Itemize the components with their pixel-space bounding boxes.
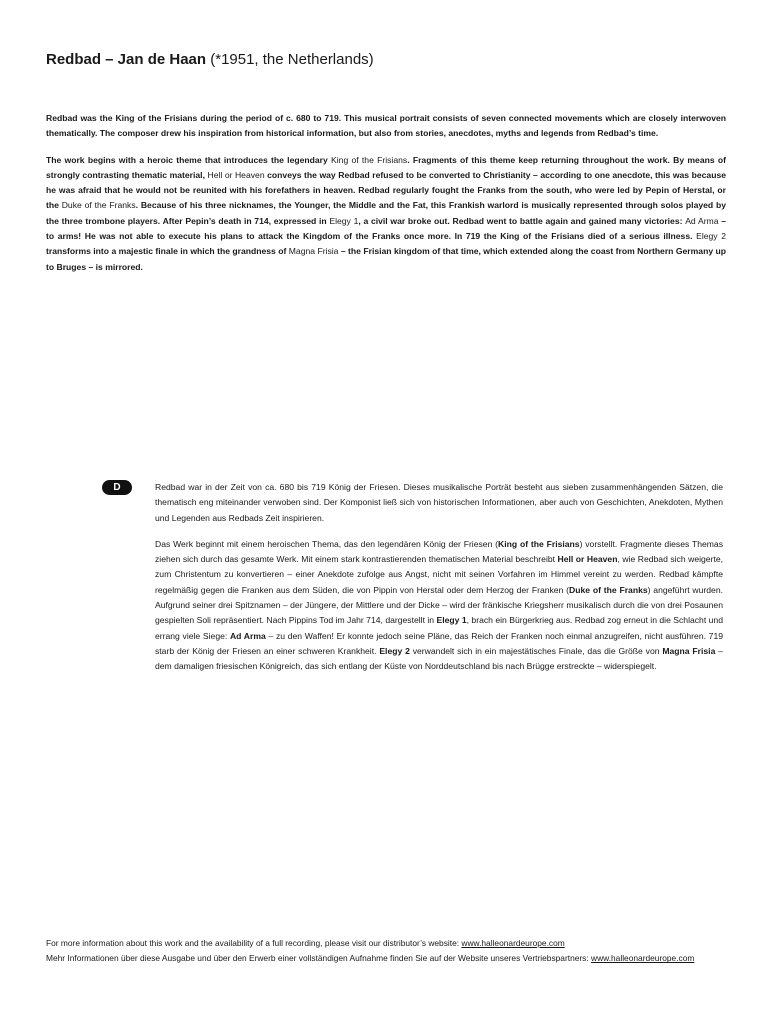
movement-title: Elegy 2 [379,645,410,656]
movement-title: Elegy 1 [436,615,467,626]
text-run: , wie Redbad sich weigerte, zum Christentum zu konvertieren – einer Anekdote zufolge aus Angst, nicht mit seinen Vorfahren im Himmel vereint zu werden. Redbad kämpfte regelmäßig gegen die Franken aus dem Süden, die von Pippin von Herstal oder dem Herzog der Franken ( [155,554,724,595]
footer-text: For more information about this work and the availability of a full recording, please visit our distributor’s website: [46,938,462,948]
movement-title: Elegy 2 [696,231,726,242]
title-meta: (*1951, the Netherlands) [206,51,374,68]
german-paragraph-1: Redbad war in der Zeit von ca. 680 bis 719 König der Friesen. Dieses musikalische Porträt besteht aus sieben zusammenhängenden Sätzen, die thematisch eng miteinander verwoben sind. Der Komponist ließ sich von historischen Informationen, aber auch von Geschichten, Anekdoten, Mythen und Legenden aus Redbads Zeit inspirieren. [155,482,723,523]
english-text [46,111,726,286]
movement-title: Hell or Heaven [207,169,265,180]
movement-title: Duke of the Franks [61,200,136,211]
german-text [155,480,723,686]
movement-title: Magna Frisia [288,246,339,257]
movement-title: Ad Arma [229,630,266,641]
text-run: , brach ein Bürgerkrieg aus. Redbad zog erneut in die Schlacht und errang viele Siege: [155,615,723,641]
text-run: transforms into a majestic finale in which the grandness of [46,246,289,257]
german-paragraph-2 [155,537,723,675]
text-run: , a civil war broke out. Redbad went to battle again and gained many victories: [358,215,686,226]
english-paragraph-1: Redbad was the King of the Frisians during the period of c. 680 to 719. This musical portrait consists of seven connected movements which are closely interwoven thematically. The composer drew his inspiration from historical information, but also from stories, anecdotes, myths and legends from Redbad’s time. [46,113,726,139]
english-paragraph-2 [46,153,726,275]
title-name: Redbad – Jan de Haan [46,51,207,68]
movement-title: Elegy 1 [329,215,359,226]
text-run: ) vorstellt. Fragmente dieses Themas ziehen sich durch das gesamte Werk. Mit einem stark kontrastierenden thematischen Material beschreibt [155,538,723,565]
movement-title: Hell or Heaven [557,554,618,565]
distributor-link-de[interactable]: www.halleonardeurope.com [591,953,695,964]
movement-title: King of the Frisians [498,538,580,549]
footer-german [46,951,724,966]
text-run: – zu den Waffen! Er konnte jedoch seine Pläne, das Reich der Franken noch einmal anzugreifen, nicht ausführen. 719 starb der König der Friesen an einer schweren Krankheit. [155,630,724,656]
text-run: Das Werk beginnt mit einem heroischen Thema, das den legendären König der Friesen ( [155,538,499,549]
footer-text: Mehr Informationen über diese Ausgabe und über den Erwerb einer vollständigen Aufnahme finden Sie auf der Website unseres Vertriebspartners: [46,953,592,964]
text-run: conveys the way Redbad refused to be converted to Christianity – according to one anecdote, this was because he was afraid that he would not be reunited with his forefathers in heaven. Redbad regularly fought the Franks from the south, who were led by Pepin of Herstal, or the [46,169,727,211]
movement-title: Ad Arma [685,215,719,226]
text-run: ) angeführt wurden. Aufgrund seiner drei Spitznamen – der Jüngere, der Mittlere und der Dicke – wird der fränkische Kriegsherr musikalisch durch die von drei Posaunen gespielten Soli repräsentiert. Nach Pippins Tod im Jahr 714, dargestellt in [155,584,723,626]
text-run: . Because of his three nicknames, the Younger, the Middle and the Fat, this Frankish warlord is musically represented through solos played by the three trombone players. After Pepin’s death in 714, expressed in [46,200,727,226]
text-run: The work begins with a heroic theme that introduces the legendary [46,154,332,165]
text-run: – dem damaligen friesischen Königreich, das sich entlang der Küste von Norddeutschland bis nach Brügge erstreckte – widerspiegelt. [155,645,723,672]
footer [46,936,724,967]
text-run: – to arms! He was not able to execute his plans to attack the Kingdom of the Franks once more. In 719 the King of the Frisians died of a serious illness. [46,215,726,242]
text-run: . Fragments of this theme keep returning throughout the work. By means of strongly contrasting thematic material, [46,154,727,180]
movement-title: Magna Frisia [662,645,716,656]
movement-title: King of the Frisians [331,154,408,165]
text-run: verwandelt sich in ein majestätisches Finale, das die Größe von [409,645,663,656]
language-badge-de: D [102,480,132,495]
distributor-link[interactable]: www.halleonardeurope.com [461,938,565,948]
movement-title: Duke of the Franks [569,584,648,595]
text-run: – the Frisian kingdom of that time, which extended along the coast from Northern Germany up to Bruges – is mirrored. [46,246,727,272]
footer-english [46,936,724,951]
page-title [46,50,726,70]
